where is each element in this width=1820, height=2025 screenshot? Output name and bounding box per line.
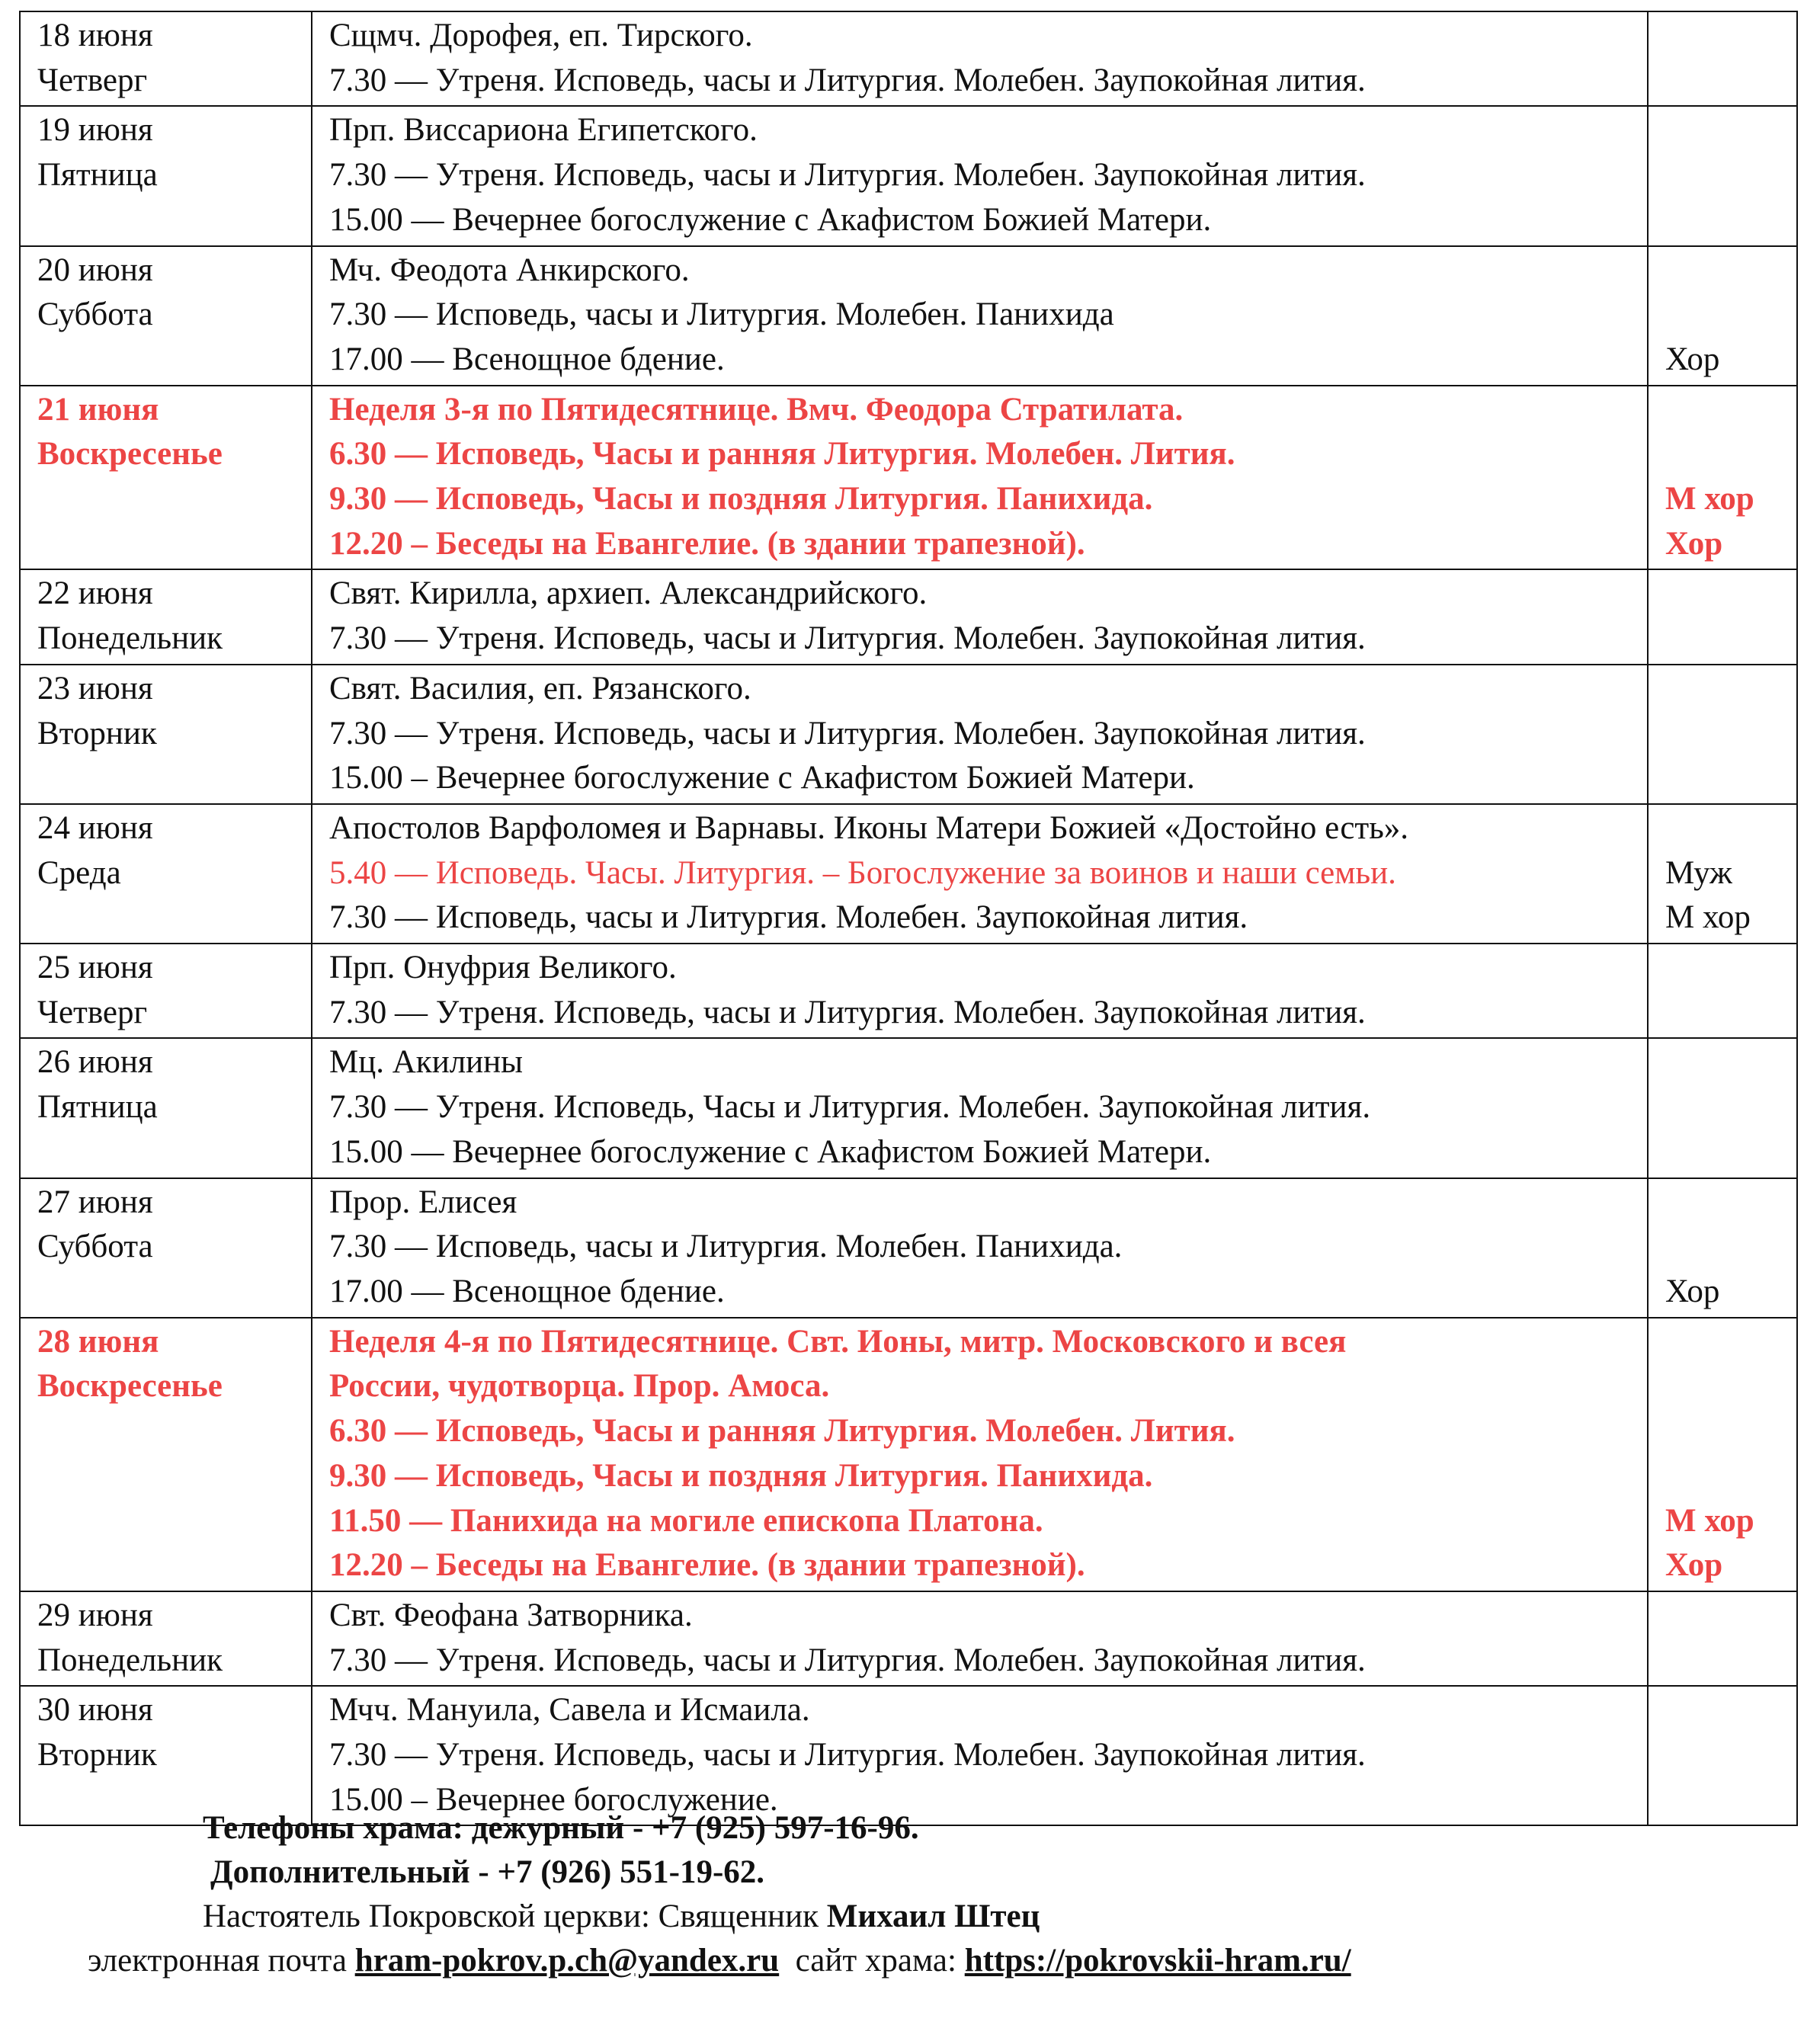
weekday-label: Суббота — [37, 1229, 153, 1265]
date-label: 27 июня — [37, 1184, 153, 1220]
services-cell — [312, 11, 1648, 106]
date-label: 30 июня — [37, 1692, 153, 1729]
choir-label: Хор — [1665, 1547, 1723, 1584]
choir-cell — [1648, 1178, 1797, 1318]
rector-name: Михаил Штец — [826, 1898, 1040, 1934]
services-cell — [312, 106, 1648, 245]
choir-cell — [1648, 246, 1797, 386]
service-line: 15.00 — Вечернее богослужение с Акафистом Божией Матери. — [329, 1133, 1212, 1170]
date-cell — [20, 1318, 312, 1591]
choir-cell — [1648, 569, 1797, 664]
weekday-label: Четверг — [37, 62, 148, 98]
choir-label: Хор — [1665, 525, 1723, 562]
services-cell — [312, 1318, 1648, 1591]
service-line: 7.30 — Исповедь, часы и Литургия. Молебен. Панихида. — [329, 1229, 1123, 1265]
weekday-label: Четверг — [37, 994, 148, 1030]
date-cell — [20, 11, 312, 106]
commemoration-line: Свят. Василия, еп. Рязанского. — [329, 670, 751, 707]
date-label: 20 июня — [37, 252, 153, 288]
service-line: 12.20 – Беседы на Евангелие. (в здании трапезной). — [329, 525, 1085, 562]
service-line: 17.00 — Всенощное бдение. — [329, 1273, 725, 1309]
choir-cell — [1648, 1591, 1797, 1686]
service-line: 7.30 — Утреня. Исповедь, часы и Литургия. Молебен. Заупокойная лития. — [329, 994, 1366, 1030]
commemoration-line: Неделя 3-я по Пятидесятнице. Вмч. Феодора Стратилата. — [329, 391, 1184, 428]
commemoration-line: Мч. Феодота Анкирского. — [329, 252, 690, 288]
schedule-row — [20, 569, 1797, 664]
service-line: 11.50 — Панихида на могиле епископа Платона. — [329, 1502, 1043, 1539]
schedule-row — [20, 804, 1797, 944]
date-label: 26 июня — [37, 1044, 153, 1081]
schedule-row — [20, 11, 1797, 106]
date-label: 18 июня — [37, 18, 153, 53]
date-cell — [20, 386, 312, 570]
date-label: 29 июня — [37, 1597, 153, 1633]
service-line: 5.40 — Исповедь. Часы. Литургия. – Богослужение за воинов и наши семьи. — [329, 854, 1396, 891]
service-line: 9.30 — Исповедь, Часы и поздняя Литургия. Панихида. — [329, 481, 1153, 517]
services-cell — [312, 944, 1648, 1038]
choir-label: Муж — [1665, 854, 1732, 891]
services-cell — [312, 386, 1648, 570]
choir-label: М хор — [1665, 1502, 1754, 1539]
choir-cell — [1648, 944, 1797, 1038]
services-cell — [312, 1591, 1648, 1686]
date-cell — [20, 804, 312, 944]
extra-phone-line: Дополнительный - +7 (926) 551-19-62. — [210, 1854, 765, 1890]
email-link[interactable]: hram-pokrov.p.ch@yandex.ru — [354, 1943, 780, 1979]
service-line: 7.30 — Утреня. Исповедь, Часы и Литургия. Молебен. Заупокойная лития. — [329, 1089, 1371, 1126]
choir-label: Хор — [1665, 1273, 1720, 1309]
weekday-label: Понедельник — [37, 1642, 223, 1678]
email-label: электронная почта — [88, 1943, 355, 1979]
services-cell — [312, 569, 1648, 664]
choir-label: Хор — [1665, 341, 1720, 377]
service-line: 7.30 — Утреня. Исповедь, часы и Литургия. Молебен. Заупокойная лития. — [329, 715, 1366, 751]
date-cell — [20, 944, 312, 1038]
service-line: России, чудотворца. Прор. Амоса. — [329, 1368, 830, 1405]
date-cell — [20, 1591, 312, 1686]
choir-cell — [1648, 665, 1797, 804]
schedule-row — [20, 1686, 1797, 1825]
contacts-line — [88, 1939, 1351, 1983]
site-label: сайт храма: — [795, 1943, 965, 1979]
date-label: 28 июня — [37, 1323, 159, 1360]
choir-cell — [1648, 1686, 1797, 1825]
weekday-label: Суббота — [37, 296, 153, 333]
schedule-row — [20, 1178, 1797, 1318]
date-cell — [20, 1178, 312, 1318]
site-link[interactable]: https://pokrovskii-hram.ru/ — [964, 1943, 1351, 1979]
services-cell — [312, 1178, 1648, 1318]
rector-prefix: Настоятель Покровской церкви: Священник — [203, 1898, 827, 1934]
service-line: 6.30 — Исповедь, Часы и ранняя Литургия. Молебен. Лития. — [329, 1413, 1235, 1450]
schedule-row — [20, 1591, 1797, 1686]
phones-line: Телефоны храма: дежурный - +7 (925) 597-16-96. — [203, 1810, 919, 1846]
schedule-row — [20, 665, 1797, 804]
date-cell — [20, 106, 312, 245]
services-cell — [312, 246, 1648, 386]
weekday-label: Пятница — [37, 157, 158, 194]
weekday-label: Среда — [37, 854, 121, 891]
service-line: 7.30 — Исповедь, часы и Литургия. Молебен. Панихида — [329, 296, 1114, 333]
commemoration-line: Неделя 4-я по Пятидесятнице. Свт. Ионы, митр. Московского и всея — [329, 1323, 1347, 1360]
service-line: 9.30 — Исповедь, Часы и поздняя Литургия. Панихида. — [329, 1457, 1153, 1494]
commemoration-line: Прп. Онуфрия Великого. — [329, 950, 677, 986]
choir-cell — [1648, 386, 1797, 570]
service-line: 7.30 — Утреня. Исповедь, часы и Литургия. Молебен. Заупокойная лития. — [329, 62, 1366, 98]
date-cell — [20, 1686, 312, 1825]
schedule-row — [20, 386, 1797, 570]
service-line: 7.30 — Утреня. Исповедь, часы и Литургия. Молебен. Заупокойная лития. — [329, 1737, 1366, 1773]
commemoration-line: Сщмч. Дорофея, еп. Тирского. — [329, 18, 753, 53]
services-cell — [312, 665, 1648, 804]
schedule-body — [20, 11, 1797, 1825]
choir-cell — [1648, 804, 1797, 944]
date-label: 22 июня — [37, 575, 153, 612]
date-label: 24 июня — [37, 809, 153, 846]
service-line: 7.30 — Утреня. Исповедь, часы и Литургия. Молебен. Заупокойная лития. — [329, 157, 1366, 194]
service-line: 15.00 – Вечернее богослужение. — [329, 1781, 778, 1818]
schedule-row — [20, 1038, 1797, 1178]
commemoration-line: Прор. Елисея — [329, 1184, 517, 1220]
service-line: 6.30 — Исповедь, Часы и ранняя Литургия. Молебен. Лития. — [329, 436, 1235, 473]
choir-cell — [1648, 1038, 1797, 1178]
date-cell — [20, 665, 312, 804]
commemoration-line: Свят. Кирилла, архиеп. Александрийского. — [329, 575, 928, 612]
schedule-row — [20, 1318, 1797, 1591]
commemoration-line: Мчч. Мануила, Савела и Исмаила. — [329, 1692, 810, 1729]
weekday-label: Пятница — [37, 1089, 158, 1126]
choir-label: М хор — [1665, 899, 1751, 936]
date-cell — [20, 246, 312, 386]
schedule-row — [20, 246, 1797, 386]
commemoration-line: Апостолов Варфоломея и Варнавы. Иконы Матери Божией «Достойно есть». — [329, 809, 1409, 846]
commemoration-line: Мц. Акилины — [329, 1044, 524, 1081]
service-line: 15.00 – Вечернее богослужение с Акафистом Божией Матери. — [329, 760, 1195, 796]
date-label: 21 июня — [37, 391, 159, 428]
date-label: 25 июня — [37, 950, 153, 986]
schedule-row — [20, 106, 1797, 245]
date-label: 19 июня — [37, 112, 153, 149]
service-line: 7.30 — Утреня. Исповедь, часы и Литургия. Молебен. Заупокойная лития. — [329, 620, 1366, 657]
schedule-table — [19, 11, 1798, 1826]
services-cell — [312, 1038, 1648, 1178]
commemoration-line: Прп. Виссариона Египетского. — [329, 112, 758, 149]
choir-cell — [1648, 106, 1797, 245]
choir-cell — [1648, 1318, 1797, 1591]
choir-label: М хор — [1665, 481, 1754, 517]
weekday-label: Воскресенье — [37, 436, 223, 473]
services-cell — [312, 804, 1648, 944]
date-cell — [20, 569, 312, 664]
choir-cell — [1648, 11, 1797, 106]
weekday-label: Вторник — [37, 1737, 157, 1773]
service-line: 7.30 — Исповедь, часы и Литургия. Молебен. Заупокойная лития. — [329, 899, 1248, 936]
service-line: 7.30 — Утреня. Исповедь, часы и Литургия. Молебен. Заупокойная лития. — [329, 1642, 1366, 1678]
weekday-label: Воскресенье — [37, 1368, 223, 1405]
schedule-row — [20, 944, 1797, 1038]
rector-line — [203, 1895, 1040, 1939]
service-line: 12.20 – Беседы на Евангелие. (в здании трапезной). — [329, 1547, 1085, 1584]
service-line: 15.00 — Вечернее богослужение с Акафистом Божией Матери. — [329, 201, 1212, 238]
date-cell — [20, 1038, 312, 1178]
services-cell — [312, 1686, 1648, 1825]
weekday-label: Вторник — [37, 715, 157, 751]
date-label: 23 июня — [37, 670, 153, 707]
service-line: 17.00 — Всенощное бдение. — [329, 341, 725, 377]
commemoration-line: Свт. Феофана Затворника. — [329, 1597, 693, 1633]
weekday-label: Понедельник — [37, 620, 223, 657]
